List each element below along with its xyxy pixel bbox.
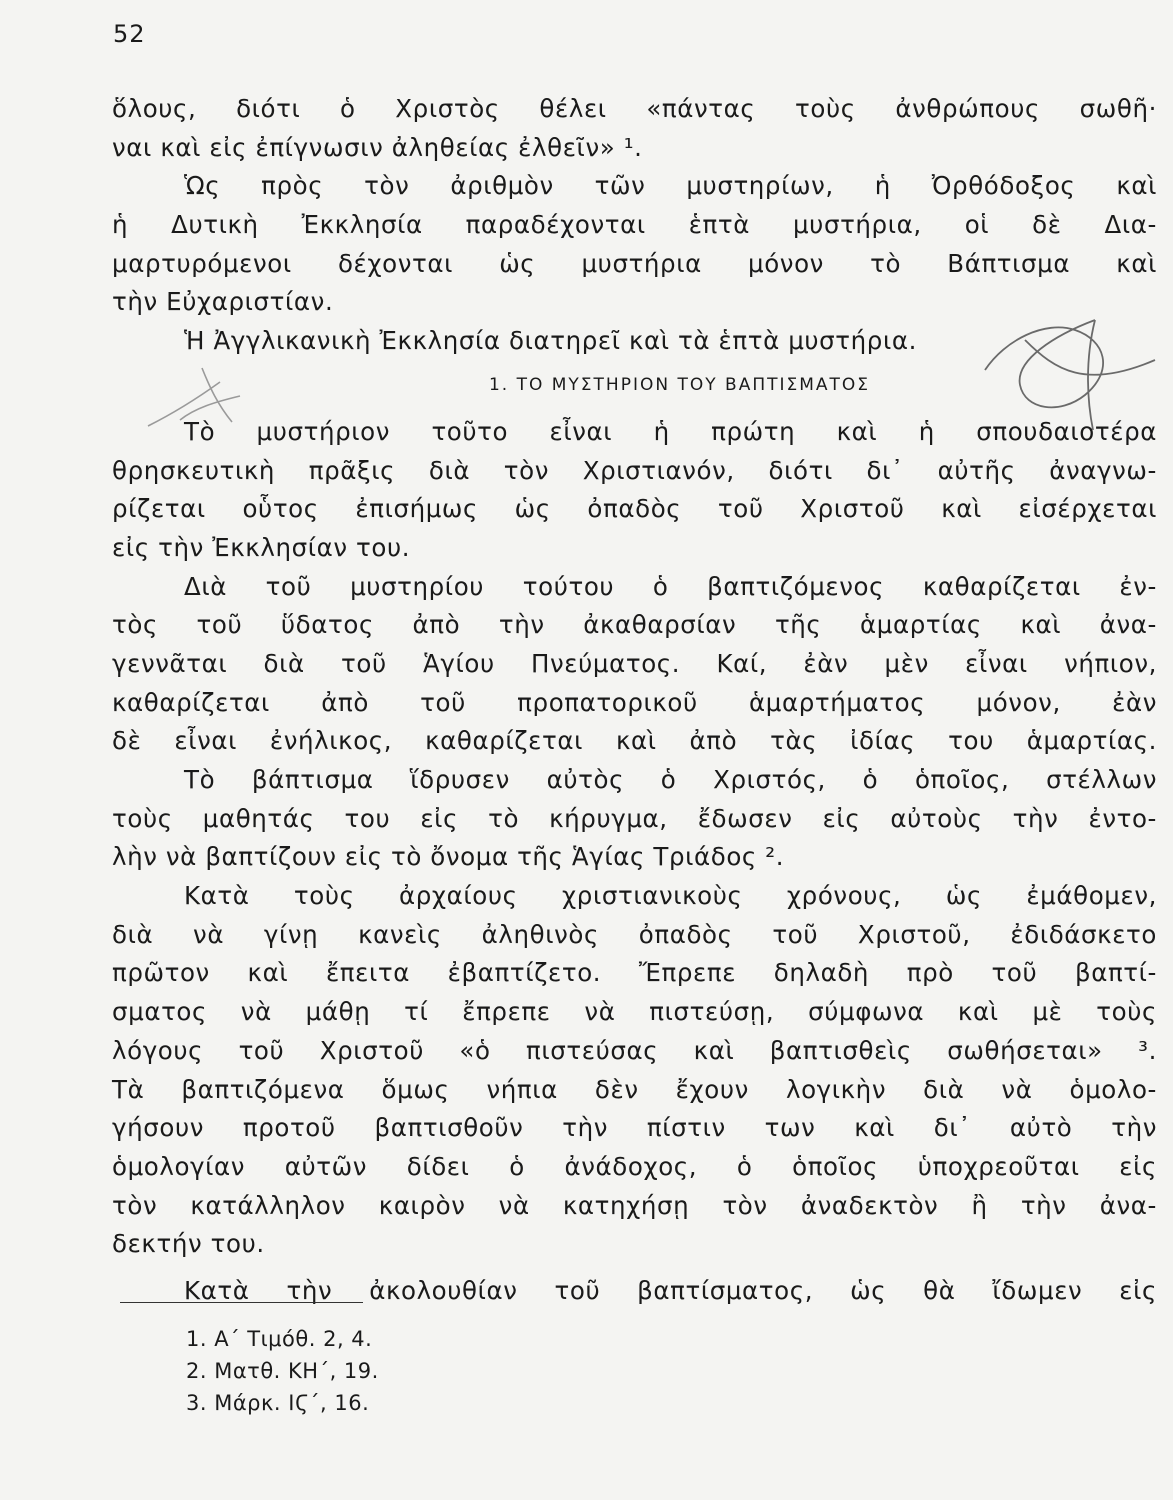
text-line: τὸν κατάλληλον καιρὸν νὰ κατηχήσῃ τὸν ἀναδεκτὸν ἢ τὴν ἀνα- [112,1190,1157,1220]
body-text [112,90,1157,1311]
text-line: θρησκευτικὴ πρᾶξις διὰ τὸν Χριστιανόν, διότι δι᾽ αὐτῆς ἀναγνω- [112,455,1157,485]
text-line: λόγους τοῦ Χριστοῦ «ὁ πιστεύσας καὶ βαπτισθεὶς σωθήσεται» ³. [112,1035,1157,1065]
text-line: καθαρίζεται ἀπὸ τοῦ προπατορικοῦ ἁμαρτήματος μόνον, ἐὰν [112,687,1157,717]
text-line: τὴν Εὐχαριστίαν. [112,287,334,317]
page-number: 52 [113,20,146,48]
text-line: γεννᾶται διὰ τοῦ Ἁγίου Πνεύματος. Καί, ἐὰν μὲν εἶναι νήπιον, [112,648,1157,678]
text-line: διὰ νὰ γίνῃ κανεὶς ἀληθινὸς ὀπαδὸς τοῦ Χριστοῦ, ἐδιδάσκετο [112,919,1157,949]
text-line: μαρτυρόμενοι δέχονται ὡς μυστήρια μόνον τὸ Βάπτισμα καὶ [112,248,1157,278]
text-line: Τὸ μυστήριον τοῦτο εἶναι ἡ πρώτη καὶ ἡ σπουδαιοτέρα [184,416,1157,446]
text-line: πρῶτον καὶ ἔπειτα ἐβαπτίζετο. Ἔπρεπε δηλαδὴ πρὸ τοῦ βαπτί- [112,958,1157,988]
footnote-divider [120,1302,363,1303]
text-line: σματος νὰ μάθῃ τί ἔπρεπε νὰ πιστεύσῃ, σύμφωνα καὶ μὲ τοὺς [112,997,1157,1027]
text-line: Ὡς πρὸς τὸν ἀριθμὸν τῶν μυστηρίων, ἡ Ὀρθόδοξος καὶ [184,171,1157,201]
text-line: Τὸ βάπτισμα ἵδρυσεν αὐτὸς ὁ Χριστός, ὁ ὁποῖος, στέλλων [184,765,1157,794]
text-line: ὅλους, διότι ὁ Χριστὸς θέλει «πάντας τοὺς ἀνθρώπους σωθῆ· [112,94,1157,123]
text-line: δεκτήν του. [112,1229,265,1259]
text-line: γήσουν προτοῦ βαπτισθοῦν τὴν πίστιν των καὶ δι᾽ αὐτὸ τὴν [112,1113,1157,1143]
section-heading: 1. ΤΟ ΜΥΣΤΗΡΙΟΝ ΤΟΥ ΒΑΠΤΙΣΜΑΤΟΣ [488,374,871,395]
text-line: Τὰ βαπτιζόμενα ὅμως νήπια δὲν ἔχουν λογικὴν διὰ νὰ ὁμολο- [112,1074,1157,1104]
text-line: Ἡ Ἀγγλικανικὴ Ἐκκλησία διατηρεῖ καὶ τὰ ἑπτὰ μυστήρια. [184,326,917,356]
footnote: 2. Ματθ. ΚΗ΄, 19. [186,1359,379,1383]
text-line: ἡ Δυτικὴ Ἐκκλησία παραδέχονται ἑπτὰ μυστήρια, οἱ δὲ Δια- [112,210,1157,240]
text-line: λὴν νὰ βαπτίζουν εἰς τὸ ὄνομα τῆς Ἁγίας Τριάδος ². [112,842,785,872]
text-line: τὸς τοῦ ὕδατος ἀπὸ τὴν ἀκαθαρσίαν τῆς ἁμαρτίας καὶ ἀνα- [112,610,1157,640]
text-line: ὁμολογίαν αὐτῶν δίδει ὁ ἀνάδοχος, ὁ ὁποῖος ὑποχρεοῦται εἰς [112,1151,1157,1181]
text-line: ναι καὶ εἰς ἐπίγνωσιν ἀληθείας ἐλθεῖν» ¹. [112,132,643,162]
text-line: Κατὰ τὴν ἀκολουθίαν τοῦ βαπτίσματος, ὡς θὰ ἴδωμεν εἰς [184,1275,1157,1305]
text-line: εἰς τὴν Ἐκκλησίαν του. [112,532,411,562]
text-line: τοὺς μαθητάς του εἰς τὸ κήρυγμα, ἔδωσεν εἰς αὐτοὺς τὴν ἐντο- [112,803,1157,833]
text-line: Κατὰ τοὺς ἀρχαίους χριστιανικοὺς χρόνους, ὡς ἐμάθομεν, [184,881,1157,911]
footnote: 1. Α΄ Τιμόθ. 2, 4. [186,1327,373,1351]
footnote: 3. Μάρκ. ΙϚ΄, 16. [186,1391,370,1415]
text-line: Διὰ τοῦ μυστηρίου τούτου ὁ βαπτιζόμενος καθαρίζεται ἐν- [184,571,1157,601]
footnotes [186,1323,379,1419]
text-line: ρίζεται οὗτος ἐπισήμως ὡς ὀπαδὸς τοῦ Χριστοῦ καὶ εἰσέρχεται [112,494,1157,524]
text-line: δὲ εἶναι ἐνήλικος, καθαρίζεται καὶ ἀπὸ τὰς ἰδίας του ἁμαρτίας. [112,726,1157,756]
